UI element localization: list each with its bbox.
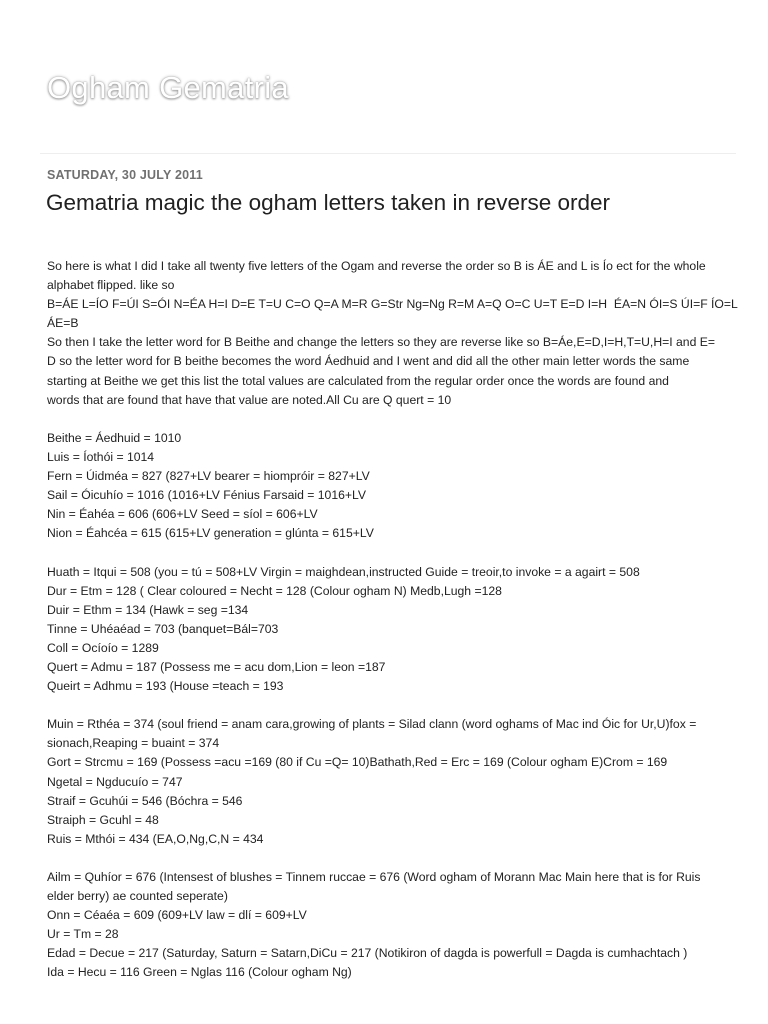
post-body: [47, 257, 737, 983]
post-text-line: elder berry) ae counted seperate): [47, 889, 228, 904]
post-text-line: Ida = Hecu = 116 Green = Nglas 116 (Colour ogham Ng): [47, 965, 352, 980]
post-text-line: Nin = Éahéa = 606 (606+LV Seed = síol = 606+LV: [47, 507, 318, 522]
paragraph-spacer: [47, 696, 737, 715]
post-text-line: words that are found that have that value are noted.All Cu are Q quert = 10: [47, 392, 452, 407]
post-text-line: Straiph = Gcuhl = 48: [47, 812, 159, 827]
post-text-line: So then I take the letter word for B Beithe and change the letters so they are reverse like so B=Áe,E=D,I=H,T=U,H=I and E=: [47, 335, 715, 350]
post-text-line: Luis = Íothói = 1014: [47, 449, 155, 464]
post-text-line: Sail = Óicuhío = 1016 (1016+LV Fénius Farsaid = 1016+LV: [47, 488, 367, 503]
paragraph-spacer: [47, 543, 737, 562]
post-text-line: Coll = Ocíoío = 1289: [47, 640, 159, 655]
post-text-line: Duir = Ethm = 134 (Hawk = seg =134: [47, 602, 249, 617]
post-date: SATURDAY, 30 JULY 2011: [47, 168, 203, 182]
post-text-line: Ur = Tm = 28: [47, 927, 119, 942]
post-text-line: Edad = Decue = 217 (Saturday, Saturn = Satarn,DiCu = 217 (Notikiron of dagda is powerfull = Dagda is cumhachtach ): [47, 946, 688, 961]
paragraph-spacer: [47, 410, 737, 429]
post-text-line: Fern = Úidméa = 827 (827+LV bearer = hiompróir = 827+LV: [47, 469, 370, 484]
post-text-line: alphabet flipped. like so: [47, 278, 175, 293]
post-paragraph: [47, 563, 737, 697]
post-text-line: starting at Beithe we get this list the total values are calculated from the regular order once the words are found and: [47, 373, 669, 388]
post-text-line: Ailm = Quhíor = 676 (Intensest of blushes = Tinnem ruccae = 676 (Word ogham of Morann Mac Main here that is for Ruis: [47, 870, 701, 884]
post-paragraph: [47, 868, 737, 983]
header-divider: [40, 153, 736, 154]
post-text-line: Straif = Gcuhúi = 546 (Bóchra = 546: [47, 793, 243, 808]
post-paragraph: [47, 715, 737, 849]
post-text-line: Gort = Strcmu = 169 (Possess =acu =169 (80 if Cu =Q= 10)Bathath,Red = Erc = 169 (Colour ogham E)Crom = 169: [47, 755, 668, 770]
post-text-line: Tinne = Uhéaéad = 703 (banquet=Bál=703: [47, 621, 279, 636]
post-text-line: Ruis = Mthói = 434 (EA,O,Ng,C,N = 434: [47, 831, 264, 846]
post-text-line: Huath = Itqui = 508 (you = tú = 508+LV Virgin = maighdean,instructed Guide = treoir,to invoke = a agairt = 508: [47, 564, 640, 579]
post-text-line: sionach,Reaping = buaint = 374: [47, 736, 220, 751]
blog-header: [0, 0, 768, 150]
post-text-line: Ngetal = Ngducuío = 747: [47, 774, 183, 789]
post-title[interactable]: Gematria magic the ogham letters taken in reverse order: [46, 190, 611, 215]
post-text-line: D so the letter word for B beithe becomes the word Áedhuid and I went and did all the other main letter words the same: [47, 354, 690, 369]
post-text-line: Onn = Céaéa = 609 (609+LV law = dlí = 609+LV: [47, 908, 307, 923]
post-paragraph: [47, 429, 737, 544]
post-text-line: Queirt = Adhmu = 193 (House =teach = 193: [47, 679, 284, 694]
post-paragraph: [47, 257, 737, 410]
post-text-line: Beithe = Áedhuid = 1010: [47, 430, 182, 445]
post-text-line: ÁE=B: [47, 316, 79, 331]
post-text-line: B=ÁE L=ÍO F=ÚI S=ÓI N=ÉA H=I D=E T=U C=O Q=A M=R G=Str Ng=Ng R=M A=Q O=C U=T E=D I=H ÉA=N ÓI=S ÚI=F ÍO=L: [47, 297, 738, 312]
post-text-line: Dur = Etm = 128 ( Clear coloured = Necht = 128 (Colour ogham N) Medb,Lugh =128: [47, 583, 502, 598]
post-text-line: So here is what I did I take all twenty five letters of the Ogam and reverse the order so B is ÁE and L is Ío ect for the whole: [47, 259, 706, 273]
post-text-line: Muin = Rthéa = 374 (soul friend = anam cara,growing of plants = Silad clann (word oghams of Mac ind Óic for Ur,U)fox =: [47, 717, 697, 732]
post-text-line: Nion = Éahcéa = 615 (615+LV generation = glúnta = 615+LV: [47, 526, 374, 541]
blog-title[interactable]: Ogham Gematria: [47, 70, 289, 105]
post-text-line: Quert = Admu = 187 (Possess me = acu dom,Lion = leon =187: [47, 659, 386, 674]
paragraph-spacer: [47, 849, 737, 868]
